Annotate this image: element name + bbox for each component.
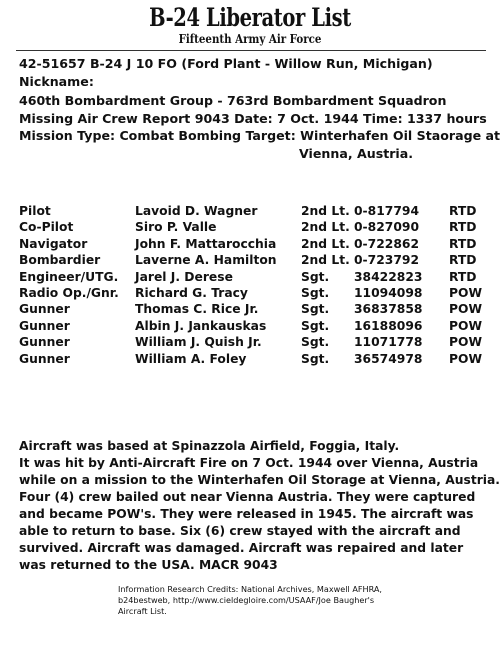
crew-row: [19, 351, 491, 367]
crew-status: RTD: [449, 236, 477, 251]
crew-position: Pilot: [19, 204, 51, 218]
narrative-line: while on a mission to the Winterhafen Oil Storage at Vienna, Austria.: [19, 473, 500, 487]
crew-serial: 38422823: [354, 269, 423, 284]
narrative-line: Aircraft was based at Spinazzola Airfield, Foggia, Italy.: [19, 439, 400, 453]
crew-position: Radio Op./Gnr.: [19, 285, 119, 300]
crew-status: POW: [449, 302, 483, 317]
crew-name: Richard G. Tracy: [135, 285, 248, 300]
narrative-line: able to return to base. Six (6) crew stayed with the aircraft and: [19, 524, 461, 538]
narrative-line: was returned to the USA. MACR 9043: [19, 558, 278, 572]
crew-name: Jarel J. Derese: [135, 269, 233, 284]
narrative-text: [19, 438, 500, 574]
crew-status: POW: [449, 335, 483, 350]
mission-line: Mission Type: Combat Bombing Target: Winterhafen Oil Staorage at: [19, 128, 500, 143]
crew-serial: 0-722862: [354, 236, 419, 251]
crew-serial: 0-723792: [354, 253, 419, 268]
crew-rank: Sgt.: [301, 269, 330, 284]
crew-status: RTD: [449, 204, 477, 218]
crew-rank: Sgt.: [301, 285, 330, 300]
narrative-line: and became POW's. They were released in 1945. The aircraft was: [19, 507, 474, 521]
crew-serial: 0-827090: [354, 220, 419, 235]
credits-line: b24bestweb, http://www.cieldegloire.com/USAAF/Joe Baugher's: [118, 594, 375, 605]
crew-serial: 11094098: [354, 285, 423, 300]
crew-position: Bombardier: [19, 253, 101, 268]
crew-row: [19, 219, 491, 235]
credits-line: Aircraft List.: [118, 605, 167, 616]
crew-serial: 11071778: [354, 335, 423, 350]
crew-rank: 2nd Lt.: [301, 253, 350, 268]
nickname-line: Nickname:: [19, 74, 94, 89]
crew-name: Lavoid D. Wagner: [135, 204, 258, 218]
crew-rank: 2nd Lt.: [301, 204, 350, 218]
crew-serial: 36837858: [354, 302, 423, 317]
crew-name: Albin J. Jankauskas: [135, 318, 267, 333]
crew-position: Engineer/UTG.: [19, 269, 119, 284]
crew-serial: 0-817794: [354, 204, 419, 218]
crew-rank: Sgt.: [301, 302, 330, 317]
crew-name: William A. Foley: [135, 351, 247, 366]
crew-name: William J. Quish Jr.: [135, 335, 262, 350]
crew-rank: Sgt.: [301, 351, 330, 366]
crew-status: POW: [449, 285, 483, 300]
crew-row: [19, 334, 491, 350]
aircraft-serial-line: 42-51657 B-24 J 10 FO (Ford Plant - Willow Run, Michigan): [19, 56, 433, 71]
target-location-line: Vienna, Austria.: [299, 146, 414, 161]
crew-position: Gunner: [19, 335, 70, 350]
research-credits: [118, 584, 418, 616]
narrative-line: survived. Aircraft was damaged. Aircraft was repaired and later: [19, 541, 464, 555]
unit-line: 460th Bombardment Group - 763rd Bombardment Squadron: [19, 93, 447, 108]
crew-status: RTD: [449, 220, 477, 235]
crew-row: [19, 203, 491, 219]
crew-row: [19, 285, 491, 301]
crew-status: RTD: [449, 269, 477, 284]
page-title: B-24 Liberator List: [149, 3, 351, 32]
crew-rank: 2nd Lt.: [301, 236, 350, 251]
crew-status: RTD: [449, 253, 477, 268]
crew-position: Gunner: [19, 302, 70, 317]
crew-row: [19, 318, 491, 334]
crew-name: Siro P. Valle: [135, 220, 217, 235]
crew-serial: 16188096: [354, 318, 423, 333]
crew-status: POW: [449, 318, 483, 333]
crew-name: Laverne A. Hamilton: [135, 253, 277, 268]
macr-line: Missing Air Crew Report 9043 Date: 7 Oct. 1944 Time: 1337 hours: [19, 111, 487, 126]
crew-row: [19, 301, 491, 317]
credits-line: Information Research Credits: National Archives, Maxwell AFHRA,: [118, 584, 383, 594]
crew-row: [19, 252, 491, 268]
crew-rank: Sgt.: [301, 335, 330, 350]
narrative-line: Four (4) crew bailed out near Vienna Austria. They were captured: [19, 490, 476, 504]
crew-name: John F. Mattarocchia: [135, 236, 277, 251]
crew-rank: 2nd Lt.: [301, 220, 350, 235]
crew-list: [19, 203, 491, 367]
header-divider: [16, 50, 486, 51]
crew-serial: 36574978: [354, 351, 423, 366]
crew-row: [19, 269, 491, 285]
crew-position: Gunner: [19, 351, 70, 366]
crew-status: POW: [449, 351, 483, 366]
crew-name: Thomas C. Rice Jr.: [135, 302, 259, 317]
page-subtitle: Fifteenth Army Air Force: [178, 31, 322, 46]
crew-position: Co-Pilot: [19, 220, 74, 235]
crew-position: Navigator: [19, 236, 88, 251]
crew-position: Gunner: [19, 318, 70, 333]
crew-rank: Sgt.: [301, 318, 330, 333]
narrative-line: It was hit by Anti-Aircraft Fire on 7 Oct. 1944 over Vienna, Austria: [19, 456, 479, 470]
crew-row: [19, 236, 491, 252]
